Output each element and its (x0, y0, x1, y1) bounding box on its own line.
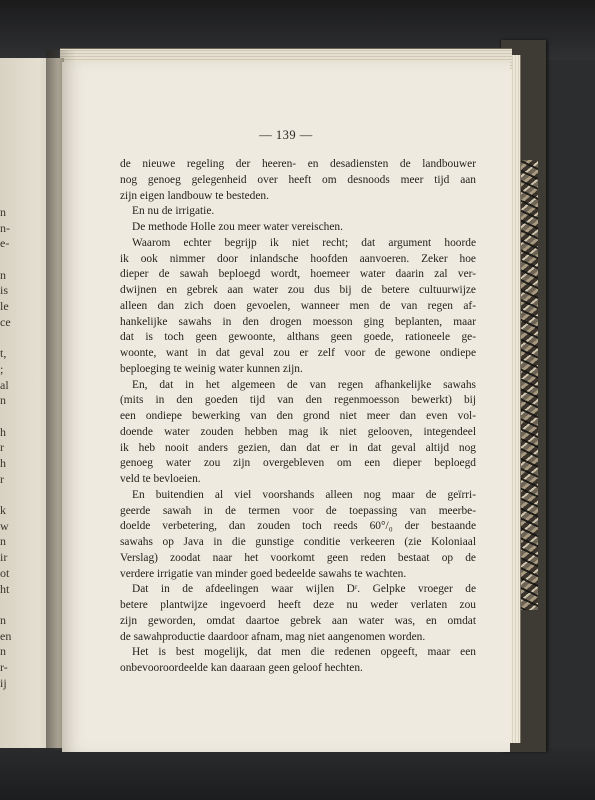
text-line: alleen dan zich doen gevoelen, wanneer men de van regen af- (120, 299, 476, 312)
text-line: Het is best mogelijk, dat men die redenen opgeeft, maar een (132, 646, 476, 659)
left-edge-fragment (0, 409, 16, 425)
left-edge-fragment: n (0, 267, 6, 282)
background-bottom (0, 748, 595, 800)
text-line: Waarom echter begrijp ik niet recht; dat argument hoorde (132, 236, 476, 249)
text-line: de sawahproductie daardoor afnam, mag niet aangenomen worden. (120, 630, 426, 643)
text-line: doende water zouden hebben mag ik niet gelooven, integendeel (120, 425, 476, 438)
left-edge-fragment (0, 597, 16, 613)
text-line: zijn geworden, omdat daartoe gebrek aan water was, en omdat (120, 614, 476, 627)
text-line: onbevooroordeelde kan daaraan geen geloof hechten. (120, 662, 363, 674)
left-edge-fragment: ij (0, 675, 7, 690)
left-edge-fragment: n (0, 205, 6, 219)
text-line: En nu de irrigatie. (132, 205, 215, 218)
left-edge-fragment: en (0, 628, 12, 643)
left-edge-fragment: e- (0, 236, 10, 251)
left-edge-fragment (0, 252, 16, 268)
text-line: dieper de sawah beploegd wordt, hoemeer water daarin zal ver- (120, 268, 476, 281)
text-line: En, dat in het algemeen de van regen afhankelijke sawahs (132, 378, 476, 391)
left-edge-fragment: r (0, 471, 4, 486)
text-line: genoeg water zou zijn overgebleven om een dieper beploegd (120, 457, 476, 470)
left-edge-fragment: ir (0, 550, 8, 565)
left-edge-fragment: ce (0, 314, 11, 329)
left-edge-fragment: h (0, 424, 6, 439)
left-edge-fragment: n- (0, 220, 10, 235)
left-edge-fragment: n (0, 644, 6, 659)
text-line: De methode Holle zou meer water vereischen. (132, 221, 343, 233)
text-line: veld te bevloeien. (120, 473, 201, 485)
left-edge-fragment: al (0, 377, 9, 392)
left-edge-fragment (0, 331, 16, 347)
text-line: sawahs op Java in die gunstige conditie verkeeren (zie Koloniaal (120, 536, 476, 548)
left-edge-fragment: le (0, 299, 9, 314)
text-line: Verslag) zoodat naar het voorkomt geen reden bestaat op de (120, 551, 476, 564)
left-edge-fragment: n (0, 612, 6, 627)
text-line: nog genoeg gelegenheid over heeft om desnoods meer tijd aan (120, 173, 476, 186)
text-line: dwijnen en gebrek aan water zou dus bij de betere cultuurwijze (120, 284, 476, 296)
left-edge-fragment: ot (0, 565, 10, 580)
text-line: verdere irrigatie van minder goed bedeelde sawahs te wachten. (120, 567, 407, 580)
text-line: beploeging te weinig water kunnen zijn. (120, 362, 303, 375)
text-line: een ondiepe bewerking van den grond niet meer dan even vol- (120, 410, 476, 422)
left-edge-fragment: ; (0, 361, 4, 376)
left-edge-fragment: n (0, 393, 6, 408)
left-edge-fragment: ht (0, 581, 10, 596)
text-line: de nieuwe regeling der heeren- en desadiensten de landbouwer (120, 158, 476, 170)
right-page (62, 62, 510, 752)
left-page-text-edge (0, 205, 16, 691)
body-text (120, 157, 476, 677)
left-edge-fragment: h (0, 456, 6, 470)
text-line: betere plantwijze ingevoerd heeft deze nu weder verlaten zou (120, 599, 476, 611)
text-line: doelde verbetering, dan zouden toch reeds 60°/₀ der bestaande (120, 520, 476, 533)
text-line: Dat in de afdeelingen waar wijlen Dʳ. Gelpke vroeger de (132, 583, 476, 596)
text-line: ik heb nooit anders gezien, dan dat er in dat geval altijd nog (120, 441, 476, 454)
text-line: ik ook nimmer door inlandsche hoofden aanvoeren. Zeker hoe (120, 252, 476, 265)
left-edge-fragment (0, 487, 16, 503)
left-edge-fragment: r- (0, 659, 8, 674)
text-line: (mits in den goeden tijd van den regenmoesson bewerkt) bij (120, 394, 476, 407)
left-edge-fragment: r (0, 440, 4, 455)
left-edge-fragment: n (0, 534, 6, 549)
text-line: geerde sawah in de termen voor de toepassing van meerbe- (120, 504, 476, 517)
text-line: zijn eigen landbouw te besteden. (120, 189, 269, 202)
text-line: En buitendien al viel voorshands alleen nog maar de geïrri- (132, 488, 476, 501)
left-edge-fragment: t, (0, 346, 7, 361)
left-edge-fragment: w (0, 518, 9, 533)
left-edge-fragment: is (0, 283, 9, 298)
text-line: woonte, want in dat geval zou er zelf voor de gewone ondiepe (120, 347, 476, 359)
text-line: dat is toch geen gewoonte, althans geen goede, rationeele ge- (120, 331, 476, 344)
text-line: hankelijke sawahs in den drogen moesson ging beplanten, maar (120, 315, 476, 328)
left-edge-fragment: k (0, 503, 6, 518)
page-number: — 139 — (259, 128, 313, 142)
